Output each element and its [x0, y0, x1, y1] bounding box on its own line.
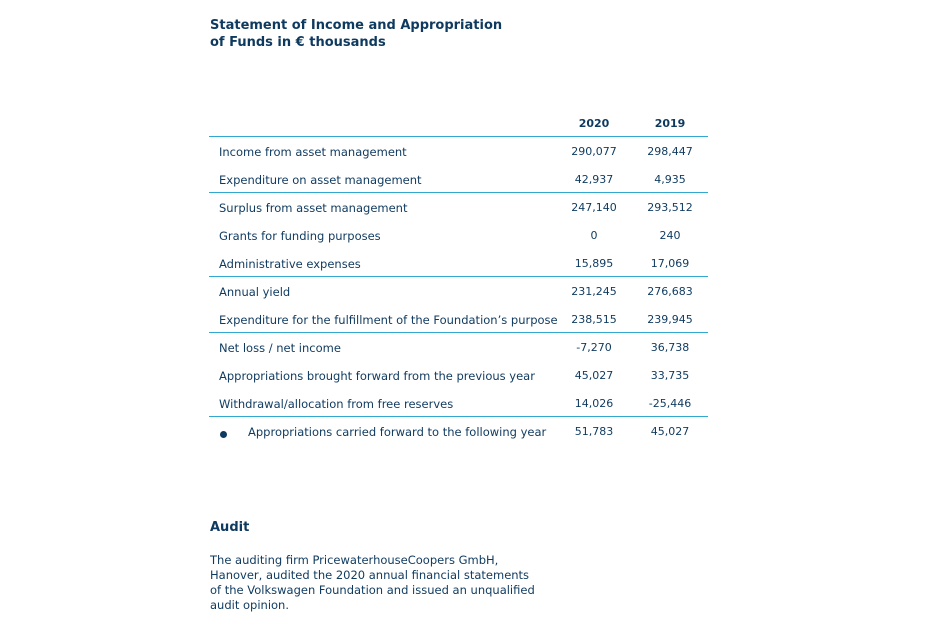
table-row	[209, 137, 708, 165]
value-2019: 276,683	[647, 285, 693, 298]
statement-title-line-2: of Funds in € thousands	[210, 35, 386, 50]
row-label: Expenditure for the fulfillment of the Foundation’s purpose	[219, 313, 558, 327]
value-2020: -7,270	[576, 341, 612, 354]
value-2020: 290,077	[571, 145, 617, 158]
value-2020: 247,140	[571, 201, 617, 214]
table-row	[209, 361, 708, 389]
statement-title-line-1: Statement of Income and Appropriation	[210, 18, 503, 33]
value-2019: 33,735	[650, 369, 690, 382]
audit-line: Hanover, audited the 2020 annual financial statements	[210, 568, 530, 582]
row-label: Appropriations brought forward from the previous year	[219, 369, 535, 383]
value-2019: 298,447	[647, 145, 693, 158]
row-label: Administrative expenses	[219, 257, 361, 271]
table-row	[209, 221, 708, 249]
column-header-2019: 2019	[654, 117, 686, 130]
audit-line: The auditing firm PricewaterhouseCoopers GmbH,	[210, 553, 499, 567]
value-2019: -25,446	[648, 397, 692, 410]
table-header	[209, 108, 708, 137]
audit-line: of the Volkswagen Foundation and issued an unqualified	[210, 583, 535, 597]
table-row	[209, 249, 708, 277]
row-label: Surplus from asset management	[219, 201, 408, 215]
table-row	[209, 165, 708, 193]
value-2020: 238,515	[571, 313, 617, 326]
value-2020: 14,026	[574, 397, 614, 410]
value-2020: 45,027	[574, 369, 614, 382]
table-row	[209, 305, 708, 333]
value-2019: 36,738	[650, 341, 690, 354]
table-row-total	[209, 417, 708, 445]
statement-title	[210, 17, 530, 51]
value-2019: 293,512	[647, 201, 693, 214]
value-2020: 0	[590, 229, 598, 242]
table-row	[209, 333, 708, 361]
row-label: Withdrawal/allocation from free reserves	[219, 397, 454, 411]
value-2020: 51,783	[574, 425, 614, 438]
audit-line: audit opinion.	[210, 598, 289, 612]
row-label: Appropriations carried forward to the following year	[248, 425, 547, 439]
value-2019: 17,069	[650, 257, 690, 270]
value-2019: 4,935	[654, 173, 686, 186]
audit-paragraph	[210, 553, 540, 613]
table-row	[209, 389, 708, 417]
value-2020: 15,895	[574, 257, 614, 270]
income-statement-table	[209, 108, 708, 445]
table-row	[209, 277, 708, 305]
value-2019: 45,027	[650, 425, 690, 438]
column-header-2020: 2020	[578, 117, 610, 130]
row-label: Net loss / net income	[219, 341, 341, 355]
value-2019: 239,945	[647, 313, 693, 326]
bullet-icon	[220, 431, 227, 438]
value-2020: 42,937	[574, 173, 614, 186]
row-label: Income from asset management	[219, 145, 407, 159]
row-label: Expenditure on asset management	[219, 173, 422, 187]
row-label: Annual yield	[219, 285, 291, 299]
row-label: Grants for funding purposes	[219, 229, 381, 243]
value-2020: 231,245	[571, 285, 617, 298]
value-2019: 240	[659, 229, 681, 242]
table-row	[209, 193, 708, 221]
audit-heading: Audit	[210, 520, 250, 535]
